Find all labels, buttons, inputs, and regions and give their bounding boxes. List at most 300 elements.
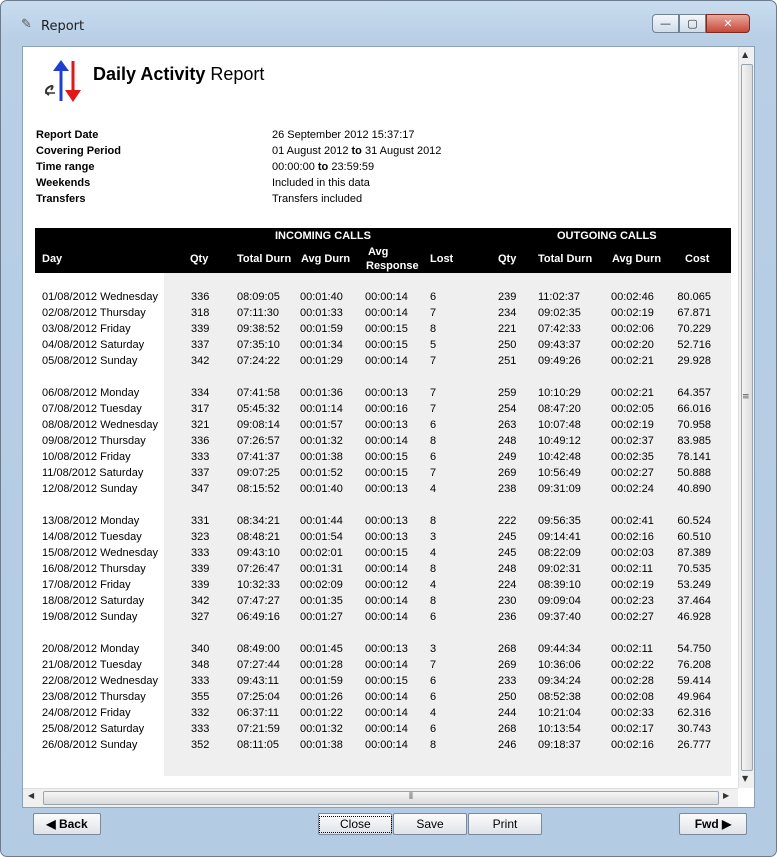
call-arrows-logo-icon	[39, 57, 87, 105]
cell-out-total-durn: 09:14:41	[538, 531, 581, 543]
cell-out-qty: 244	[498, 707, 517, 719]
cell-out-total-durn: 10:07:48	[538, 419, 581, 431]
cell-total-durn: 07:26:47	[237, 563, 280, 575]
cell-total-durn: 06:49:16	[237, 611, 280, 623]
vertical-scroll-thumb[interactable]	[741, 64, 753, 771]
cell-lost: 8	[430, 323, 437, 335]
cell-total-durn: 08:11:05	[237, 739, 280, 751]
meta-label: Weekends	[36, 177, 91, 189]
cell-out-qty: 259	[498, 387, 517, 399]
cell-avg-durn: 00:01:29	[300, 355, 343, 367]
cell-cost: 53.249	[677, 579, 711, 591]
cell-total-durn: 09:43:11	[237, 675, 280, 687]
table-row	[23, 451, 738, 467]
cell-avg-response: 00:00:13	[365, 531, 408, 543]
scroll-up-arrow-icon[interactable]: ▲	[742, 50, 749, 59]
cell-avg-durn: 00:01:57	[300, 419, 343, 431]
cell-out-qty: 221	[498, 323, 517, 335]
close-window-button[interactable]: ✕	[706, 14, 750, 33]
cell-lost: 6	[430, 691, 437, 703]
cell-avg-response: 00:00:14	[365, 563, 408, 575]
cell-cost: 30.743	[677, 723, 711, 735]
cell-lost: 7	[430, 355, 437, 367]
meta-row	[36, 161, 636, 177]
cell-out-total-durn: 10:42:48	[538, 451, 581, 463]
minimize-button[interactable]: —	[652, 14, 679, 33]
cell-lost: 4	[430, 483, 437, 495]
cell-avg-response: 00:00:15	[365, 323, 408, 335]
cell-out-total-durn: 09:49:26	[538, 355, 581, 367]
cell-lost: 3	[430, 531, 437, 543]
cell-day: 24/08/2012 Friday	[42, 707, 131, 719]
cell-avg-response: 00:00:13	[365, 483, 408, 495]
cell-lost: 5	[430, 339, 437, 351]
meta-label: Report Date	[36, 129, 99, 141]
fwd-button[interactable]: Fwd ▶	[679, 813, 747, 835]
table-row	[23, 675, 738, 691]
table-row	[23, 355, 738, 371]
cell-avg-response: 00:00:13	[365, 419, 408, 431]
meta-value: Transfers included	[272, 193, 363, 205]
close-button-label: Close	[319, 816, 392, 833]
cell-qty: 333	[191, 723, 210, 735]
cell-total-durn: 07:21:59	[237, 723, 280, 735]
cell-avg-durn: 00:01:38	[300, 739, 343, 751]
cell-day: 06/08/2012 Monday	[42, 387, 140, 399]
cell-avg-durn: 00:01:34	[300, 339, 343, 351]
scroll-right-arrow-icon[interactable]: ▶	[723, 791, 730, 800]
cell-day: 12/08/2012 Sunday	[42, 483, 138, 495]
cell-out-avg-durn: 00:02:19	[611, 579, 654, 591]
cell-out-avg-durn: 00:02:46	[611, 291, 654, 303]
cell-day: 17/08/2012 Friday	[42, 579, 131, 591]
cell-avg-response: 00:00:14	[365, 355, 408, 367]
close-button[interactable]	[318, 813, 392, 835]
cell-out-total-durn: 10:49:12	[538, 435, 581, 447]
cell-total-durn: 07:35:10	[237, 339, 280, 351]
cell-out-total-durn: 09:34:24	[538, 675, 581, 687]
meta-value: Included in this data	[272, 177, 370, 189]
cell-avg-durn: 00:02:09	[300, 579, 343, 591]
meta-label: Covering Period	[36, 145, 121, 157]
cell-cost: 80.065	[677, 291, 711, 303]
table-row	[23, 643, 738, 659]
cell-out-avg-durn: 00:02:24	[611, 483, 654, 495]
cell-qty: 333	[191, 675, 210, 687]
table-row	[23, 467, 738, 483]
col-qty: Qty	[190, 253, 209, 265]
cell-day: 21/08/2012 Tuesday	[42, 659, 142, 671]
cell-avg-response: 00:00:14	[365, 435, 408, 447]
cell-day: 25/08/2012 Saturday	[42, 723, 145, 735]
cell-out-qty: 245	[498, 547, 517, 559]
cell-avg-response: 00:00:14	[365, 691, 408, 703]
cell-out-total-durn: 10:10:29	[538, 387, 581, 399]
col-lost: Lost	[430, 253, 454, 265]
cell-cost: 62.316	[677, 707, 711, 719]
cell-out-qty: 268	[498, 723, 517, 735]
cell-day: 11/08/2012 Saturday	[42, 467, 144, 479]
cell-day: 13/08/2012 Monday	[42, 515, 140, 527]
back-button[interactable]: ◀ Back	[33, 813, 101, 835]
cell-total-durn: 07:24:22	[237, 355, 280, 367]
cell-qty: 321	[191, 419, 210, 431]
cell-out-qty: 248	[498, 563, 517, 575]
incoming-calls-heading: INCOMING CALLS	[275, 230, 371, 242]
cell-day: 22/08/2012 Wednesday	[42, 675, 158, 687]
cell-lost: 6	[430, 419, 437, 431]
cell-cost: 78.141	[677, 451, 711, 463]
cell-avg-durn: 00:01:26	[300, 691, 343, 703]
cell-cost: 70.535	[677, 563, 711, 575]
cell-cost: 70.958	[677, 419, 711, 431]
cell-avg-durn: 00:01:59	[300, 323, 343, 335]
cell-avg-response: 00:00:15	[365, 675, 408, 687]
cell-out-total-durn: 10:56:49	[538, 467, 581, 479]
cell-total-durn: 09:07:25	[237, 467, 280, 479]
cell-cost: 64.357	[677, 387, 711, 399]
cell-day: 23/08/2012 Thursday	[42, 691, 146, 703]
scroll-left-arrow-icon[interactable]: ◀	[28, 791, 35, 800]
horizontal-scrollbar[interactable]	[23, 788, 738, 807]
cell-avg-response: 00:00:15	[365, 547, 408, 559]
cell-lost: 7	[430, 387, 437, 399]
cell-out-avg-durn: 00:02:16	[611, 739, 654, 751]
cell-avg-durn: 00:01:33	[300, 307, 343, 319]
cell-out-total-durn: 09:56:35	[538, 515, 581, 527]
cell-total-durn: 07:25:04	[237, 691, 280, 703]
cell-qty: 332	[191, 707, 210, 719]
table-row	[23, 419, 738, 435]
cell-qty: 339	[191, 579, 210, 591]
cell-avg-response: 00:00:13	[365, 643, 408, 655]
cell-avg-durn: 00:01:44	[300, 515, 343, 527]
button-bar	[1, 813, 776, 839]
table-row	[23, 547, 738, 563]
title-bar[interactable]	[1, 1, 776, 35]
cell-avg-durn: 00:01:32	[300, 723, 343, 735]
cell-out-total-durn: 09:31:09	[538, 483, 581, 495]
cell-total-durn: 08:48:21	[237, 531, 280, 543]
cell-lost: 4	[430, 579, 437, 591]
cell-cost: 60.510	[677, 531, 711, 543]
cell-cost: 50.888	[677, 467, 711, 479]
cell-out-qty: 245	[498, 531, 517, 543]
scroll-down-arrow-icon[interactable]: ▼	[742, 774, 749, 783]
cell-avg-response: 00:00:15	[365, 451, 408, 463]
col-out-avg-durn: Avg Durn	[612, 253, 662, 265]
cell-out-qty: 254	[498, 403, 517, 415]
cell-qty: 336	[191, 435, 210, 447]
cell-day: 03/08/2012 Friday	[42, 323, 131, 335]
cell-lost: 6	[430, 723, 437, 735]
table-row	[23, 515, 738, 531]
table-row	[23, 403, 738, 419]
cell-out-total-durn: 09:37:40	[538, 611, 581, 623]
cell-cost: 29.928	[677, 355, 711, 367]
cell-out-total-durn: 07:42:33	[538, 323, 581, 335]
cell-day: 09/08/2012 Thursday	[42, 435, 146, 447]
cell-lost: 6	[430, 675, 437, 687]
meta-value: 00:00:00 to 23:59:59	[272, 161, 375, 173]
meta-value: 26 September 2012 15:37:17	[272, 129, 415, 141]
cell-qty: 340	[191, 643, 210, 655]
cell-avg-durn: 00:01:59	[300, 675, 343, 687]
cell-out-qty: 224	[498, 579, 517, 591]
col-out-total-durn: Total Durn	[538, 253, 593, 265]
table-row	[23, 595, 738, 611]
cell-out-total-durn: 09:09:04	[538, 595, 581, 607]
cell-cost: 76.208	[677, 659, 711, 671]
cell-qty: 352	[191, 739, 210, 751]
cell-out-total-durn: 09:43:37	[538, 339, 581, 351]
table-row	[23, 563, 738, 579]
cell-cost: 26.777	[677, 739, 711, 751]
cell-out-avg-durn: 00:02:27	[611, 611, 654, 623]
table-row	[23, 579, 738, 595]
cell-day: 05/08/2012 Sunday	[42, 355, 138, 367]
cell-out-total-durn: 10:13:54	[538, 723, 581, 735]
cell-cost: 87.389	[677, 547, 711, 559]
cell-lost: 6	[430, 451, 437, 463]
cell-out-avg-durn: 00:02:21	[611, 387, 654, 399]
cell-out-avg-durn: 00:02:28	[611, 675, 654, 687]
col-avg-response-2: Response	[366, 260, 419, 272]
cell-qty: 333	[191, 451, 210, 463]
cell-out-avg-durn: 00:02:19	[611, 307, 654, 319]
cell-total-durn: 09:38:52	[237, 323, 280, 335]
cell-out-avg-durn: 00:02:33	[611, 707, 654, 719]
cell-avg-durn: 00:01:45	[300, 643, 343, 655]
cell-out-qty: 238	[498, 483, 517, 495]
cell-out-avg-durn: 00:02:37	[611, 435, 654, 447]
cell-total-durn: 09:43:10	[237, 547, 280, 559]
table-row	[23, 323, 738, 339]
meta-row	[36, 129, 636, 145]
cell-day: 07/08/2012 Tuesday	[42, 403, 142, 415]
cell-qty: 339	[191, 563, 210, 575]
cell-lost: 7	[430, 467, 437, 479]
cell-qty: 323	[191, 531, 210, 543]
cell-out-qty: 249	[498, 451, 517, 463]
cell-out-qty: 246	[498, 739, 517, 751]
table-row	[23, 531, 738, 547]
report-meta	[36, 129, 636, 209]
cell-qty: 348	[191, 659, 210, 671]
save-button[interactable]: Save	[393, 813, 467, 835]
cell-out-avg-durn: 00:02:16	[611, 531, 654, 543]
cell-lost: 8	[430, 595, 437, 607]
col-out-qty: Qty	[498, 253, 517, 265]
cell-out-qty: 234	[498, 307, 517, 319]
cell-lost: 8	[430, 563, 437, 575]
cell-out-avg-durn: 00:02:11	[611, 643, 654, 655]
cell-out-avg-durn: 00:02:05	[611, 403, 654, 415]
cell-day: 08/08/2012 Wednesday	[42, 419, 158, 431]
cell-avg-response: 00:00:14	[365, 739, 408, 751]
meta-row	[36, 193, 636, 209]
cell-total-durn: 05:45:32	[237, 403, 280, 415]
cell-lost: 4	[430, 547, 437, 559]
cell-lost: 6	[430, 611, 437, 623]
outgoing-calls-heading: OUTGOING CALLS	[557, 230, 657, 242]
cell-avg-durn: 00:01:54	[300, 531, 343, 543]
cell-out-total-durn: 08:52:38	[538, 691, 581, 703]
cell-cost: 59.414	[677, 675, 711, 687]
cell-day: 02/08/2012 Thursday	[42, 307, 146, 319]
cell-total-durn: 08:15:52	[237, 483, 280, 495]
table-row	[23, 707, 738, 723]
cell-out-qty: 269	[498, 467, 517, 479]
cell-qty: 342	[191, 355, 210, 367]
cell-avg-response: 00:00:14	[365, 307, 408, 319]
cell-out-qty: 250	[498, 339, 517, 351]
cell-avg-durn: 00:01:40	[300, 483, 343, 495]
cell-avg-response: 00:00:14	[365, 291, 408, 303]
cell-day: 19/08/2012 Sunday	[42, 611, 138, 623]
print-button[interactable]: Print	[468, 813, 542, 835]
cell-avg-durn: 00:01:22	[300, 707, 343, 719]
vertical-scrollbar[interactable]	[738, 47, 754, 788]
cell-total-durn: 06:37:11	[237, 707, 280, 719]
table-row	[23, 339, 738, 355]
cell-avg-durn: 00:01:28	[300, 659, 343, 671]
cell-total-durn: 07:47:27	[237, 595, 280, 607]
table-row	[23, 739, 738, 755]
cell-out-avg-durn: 00:02:23	[611, 595, 654, 607]
table-row	[23, 483, 738, 499]
table-row	[23, 691, 738, 707]
cell-out-total-durn: 09:02:31	[538, 563, 581, 575]
col-cost: Cost	[685, 253, 710, 265]
cell-out-avg-durn: 00:02:11	[611, 563, 654, 575]
cell-out-qty: 269	[498, 659, 517, 671]
cell-total-durn: 07:11:30	[237, 307, 280, 319]
cell-out-avg-durn: 00:02:03	[611, 547, 654, 559]
cell-cost: 67.871	[677, 307, 711, 319]
cell-lost: 7	[430, 307, 437, 319]
cell-cost: 46.928	[677, 611, 711, 623]
cell-cost: 40.890	[677, 483, 711, 495]
h-grip-icon: ⦀	[409, 792, 413, 802]
cell-out-avg-durn: 00:02:27	[611, 467, 654, 479]
cell-avg-durn: 00:02:01	[300, 547, 343, 559]
cell-cost: 66.016	[677, 403, 711, 415]
cell-avg-durn: 00:01:31	[300, 563, 343, 575]
col-day: Day	[42, 253, 63, 265]
cell-total-durn: 07:27:44	[237, 659, 280, 671]
cell-avg-durn: 00:01:14	[300, 403, 343, 415]
cell-out-total-durn: 09:02:35	[538, 307, 581, 319]
cell-day: 04/08/2012 Saturday	[42, 339, 145, 351]
cell-total-durn: 09:08:14	[237, 419, 280, 431]
table-row	[23, 307, 738, 323]
cell-qty: 327	[191, 611, 210, 623]
cell-qty: 331	[191, 515, 210, 527]
window-title: Report	[41, 19, 85, 34]
cell-out-qty: 250	[498, 691, 517, 703]
cell-avg-response: 00:00:14	[365, 707, 408, 719]
cell-out-total-durn: 08:22:09	[538, 547, 581, 559]
cell-qty: 342	[191, 595, 210, 607]
cell-day: 14/08/2012 Tuesday	[42, 531, 142, 543]
cell-total-durn: 08:09:05	[237, 291, 280, 303]
meta-row	[36, 145, 636, 161]
table-row	[23, 291, 738, 307]
pen-icon: ✎	[21, 17, 32, 32]
cell-out-total-durn: 08:47:20	[538, 403, 581, 415]
cell-avg-response: 00:00:15	[365, 339, 408, 351]
table-row	[23, 435, 738, 451]
cell-out-avg-durn: 00:02:06	[611, 323, 654, 335]
cell-day: 26/08/2012 Sunday	[42, 739, 138, 751]
report-viewer	[22, 46, 755, 808]
horizontal-scroll-thumb[interactable]	[43, 791, 719, 805]
meta-label: Transfers	[36, 193, 86, 205]
cell-out-qty: 268	[498, 643, 517, 655]
cell-avg-response: 00:00:14	[365, 723, 408, 735]
cell-avg-response: 00:00:16	[365, 403, 408, 415]
cell-out-avg-durn: 00:02:17	[611, 723, 654, 735]
cell-total-durn: 07:41:58	[237, 387, 280, 399]
cell-out-total-durn: 09:18:37	[538, 739, 581, 751]
cell-out-total-durn: 10:36:06	[538, 659, 581, 671]
meta-row	[36, 177, 636, 193]
table-row	[23, 659, 738, 675]
cell-out-qty: 251	[498, 355, 517, 367]
cell-avg-response: 00:00:14	[365, 611, 408, 623]
table-header	[35, 228, 731, 273]
cell-out-qty: 230	[498, 595, 517, 607]
cell-total-durn: 10:32:33	[237, 579, 280, 591]
cell-out-qty: 236	[498, 611, 517, 623]
cell-out-qty: 248	[498, 435, 517, 447]
cell-lost: 8	[430, 739, 437, 751]
cell-qty: 333	[191, 547, 210, 559]
meta-label: Time range	[36, 161, 95, 173]
cell-out-total-durn: 11:02:37	[538, 291, 581, 303]
cell-total-durn: 07:26:57	[237, 435, 280, 447]
cell-qty: 355	[191, 691, 210, 703]
cell-out-total-durn: 09:44:34	[538, 643, 581, 655]
cell-out-avg-durn: 00:02:19	[611, 419, 654, 431]
cell-day: 18/08/2012 Saturday	[42, 595, 145, 607]
cell-total-durn: 08:49:00	[237, 643, 280, 655]
cell-avg-response: 00:00:13	[365, 515, 408, 527]
cell-out-total-durn: 10:21:04	[538, 707, 581, 719]
cell-qty: 347	[191, 483, 210, 495]
cell-qty: 337	[191, 339, 210, 351]
cell-day: 16/08/2012 Thursday	[42, 563, 146, 575]
cell-out-avg-durn: 00:02:21	[611, 355, 654, 367]
report-title: Daily Activity Report	[93, 64, 265, 84]
meta-value: 01 August 2012 to 31 August 2012	[272, 145, 442, 157]
cell-cost: 60.524	[677, 515, 711, 527]
table-row	[23, 387, 738, 403]
cell-avg-durn: 00:01:32	[300, 435, 343, 447]
cell-qty: 336	[191, 291, 210, 303]
cell-qty: 317	[191, 403, 210, 415]
cell-out-qty: 222	[498, 515, 517, 527]
cell-cost: 49.964	[677, 691, 711, 703]
maximize-button[interactable]: ▢	[679, 14, 706, 33]
grip-icon: ≡	[742, 392, 750, 402]
window-controls	[652, 14, 750, 33]
report-page	[23, 47, 738, 788]
cell-total-durn: 08:34:21	[237, 515, 280, 527]
cell-lost: 4	[430, 707, 437, 719]
cell-lost: 8	[430, 435, 437, 447]
